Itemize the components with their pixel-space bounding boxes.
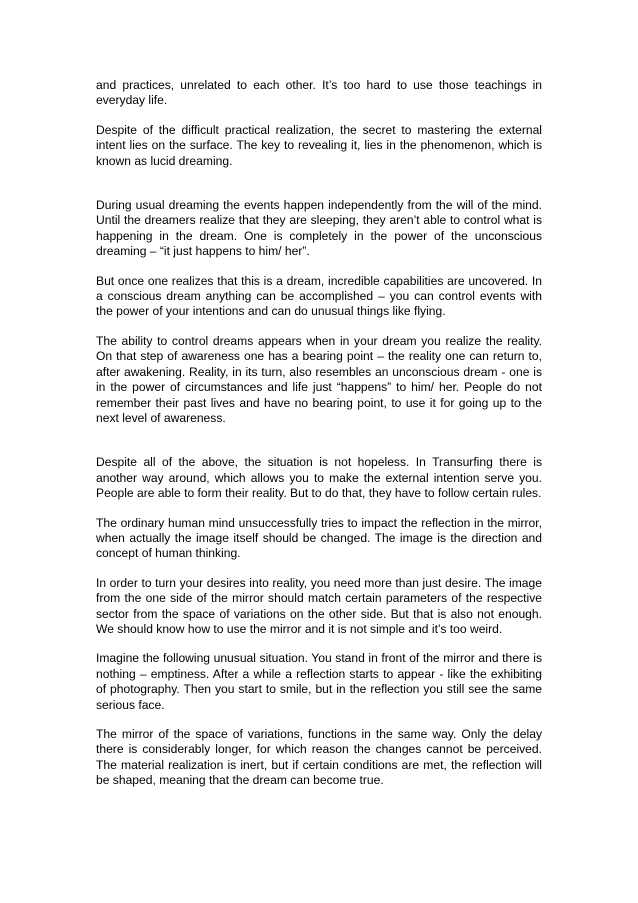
paragraph-7: The ordinary human mind unsuccessfully tries to impact the reflection in the mirror, when actually the image itself should be changed. The image is the direction and concept of human thinking. [96, 515, 542, 561]
paragraph-8: In order to turn your desires into reality, you need more than just desire. The image from the one side of the mirror should match certain parameters of the respective sector from the space of variations on the other side. But that is also not enough. We should know how to use the mirror and it is not simple and it’s too weird. [96, 575, 542, 636]
paragraph-2: Despite of the difficult practical realization, the secret to mastering the external intent lies on the surface. The key to revealing it, lies in the phenomenon, which is known as lucid dreaming. [96, 122, 542, 168]
paragraph-6: Despite all of the above, the situation is not hopeless. In Transurfing there is another way around, which allows you to make the external intention serve you. People are able to form their reality. But to do that, they have to follow certain rules. [96, 455, 542, 501]
paragraph-5: The ability to control dreams appears when in your dream you realize the reality. On that step of awareness one has a bearing point – the reality one can return to, after awakening. Reality, in its turn, also resembles an unconscious dream - one is in the power of circumstances and life just “happens” to him/ her. People do not remember their past lives and have no bearing point, to use it for going up to the next level of awareness. [96, 333, 542, 425]
paragraph-3: During usual dreaming the events happen independently from the will of the mind. Until the dreamers realize that they are sleeping, they aren’t able to control what is happening in the dream. One is completely in the power of the unconscious dreaming – “it just happens to him/ her”. [96, 198, 542, 259]
document-body [96, 78, 542, 803]
paragraph-10: The mirror of the space of variations, functions in the same way. Only the delay there is considerably longer, for which reason the changes cannot be perceived. The material realization is inert, but if certain conditions are met, the reflection will be shaped, meaning that the dream can become true. [96, 727, 542, 788]
paragraph-1: and practices, unrelated to each other. It’s too hard to use those teachings in everyday life. [96, 78, 542, 108]
paragraph-9: Imagine the following unusual situation. You stand in front of the mirror and there is nothing – emptiness. After a while a reflection starts to appear - like the exhibiting of photography. Then you start to smile, but in the reflection you still see the same serious face. [96, 651, 542, 712]
paragraph-4: But once one realizes that this is a dream, incredible capabilities are uncovered. In a conscious dream anything can be accomplished – you can control events with the power of your intentions and can do unusual things like flying. [96, 273, 542, 319]
